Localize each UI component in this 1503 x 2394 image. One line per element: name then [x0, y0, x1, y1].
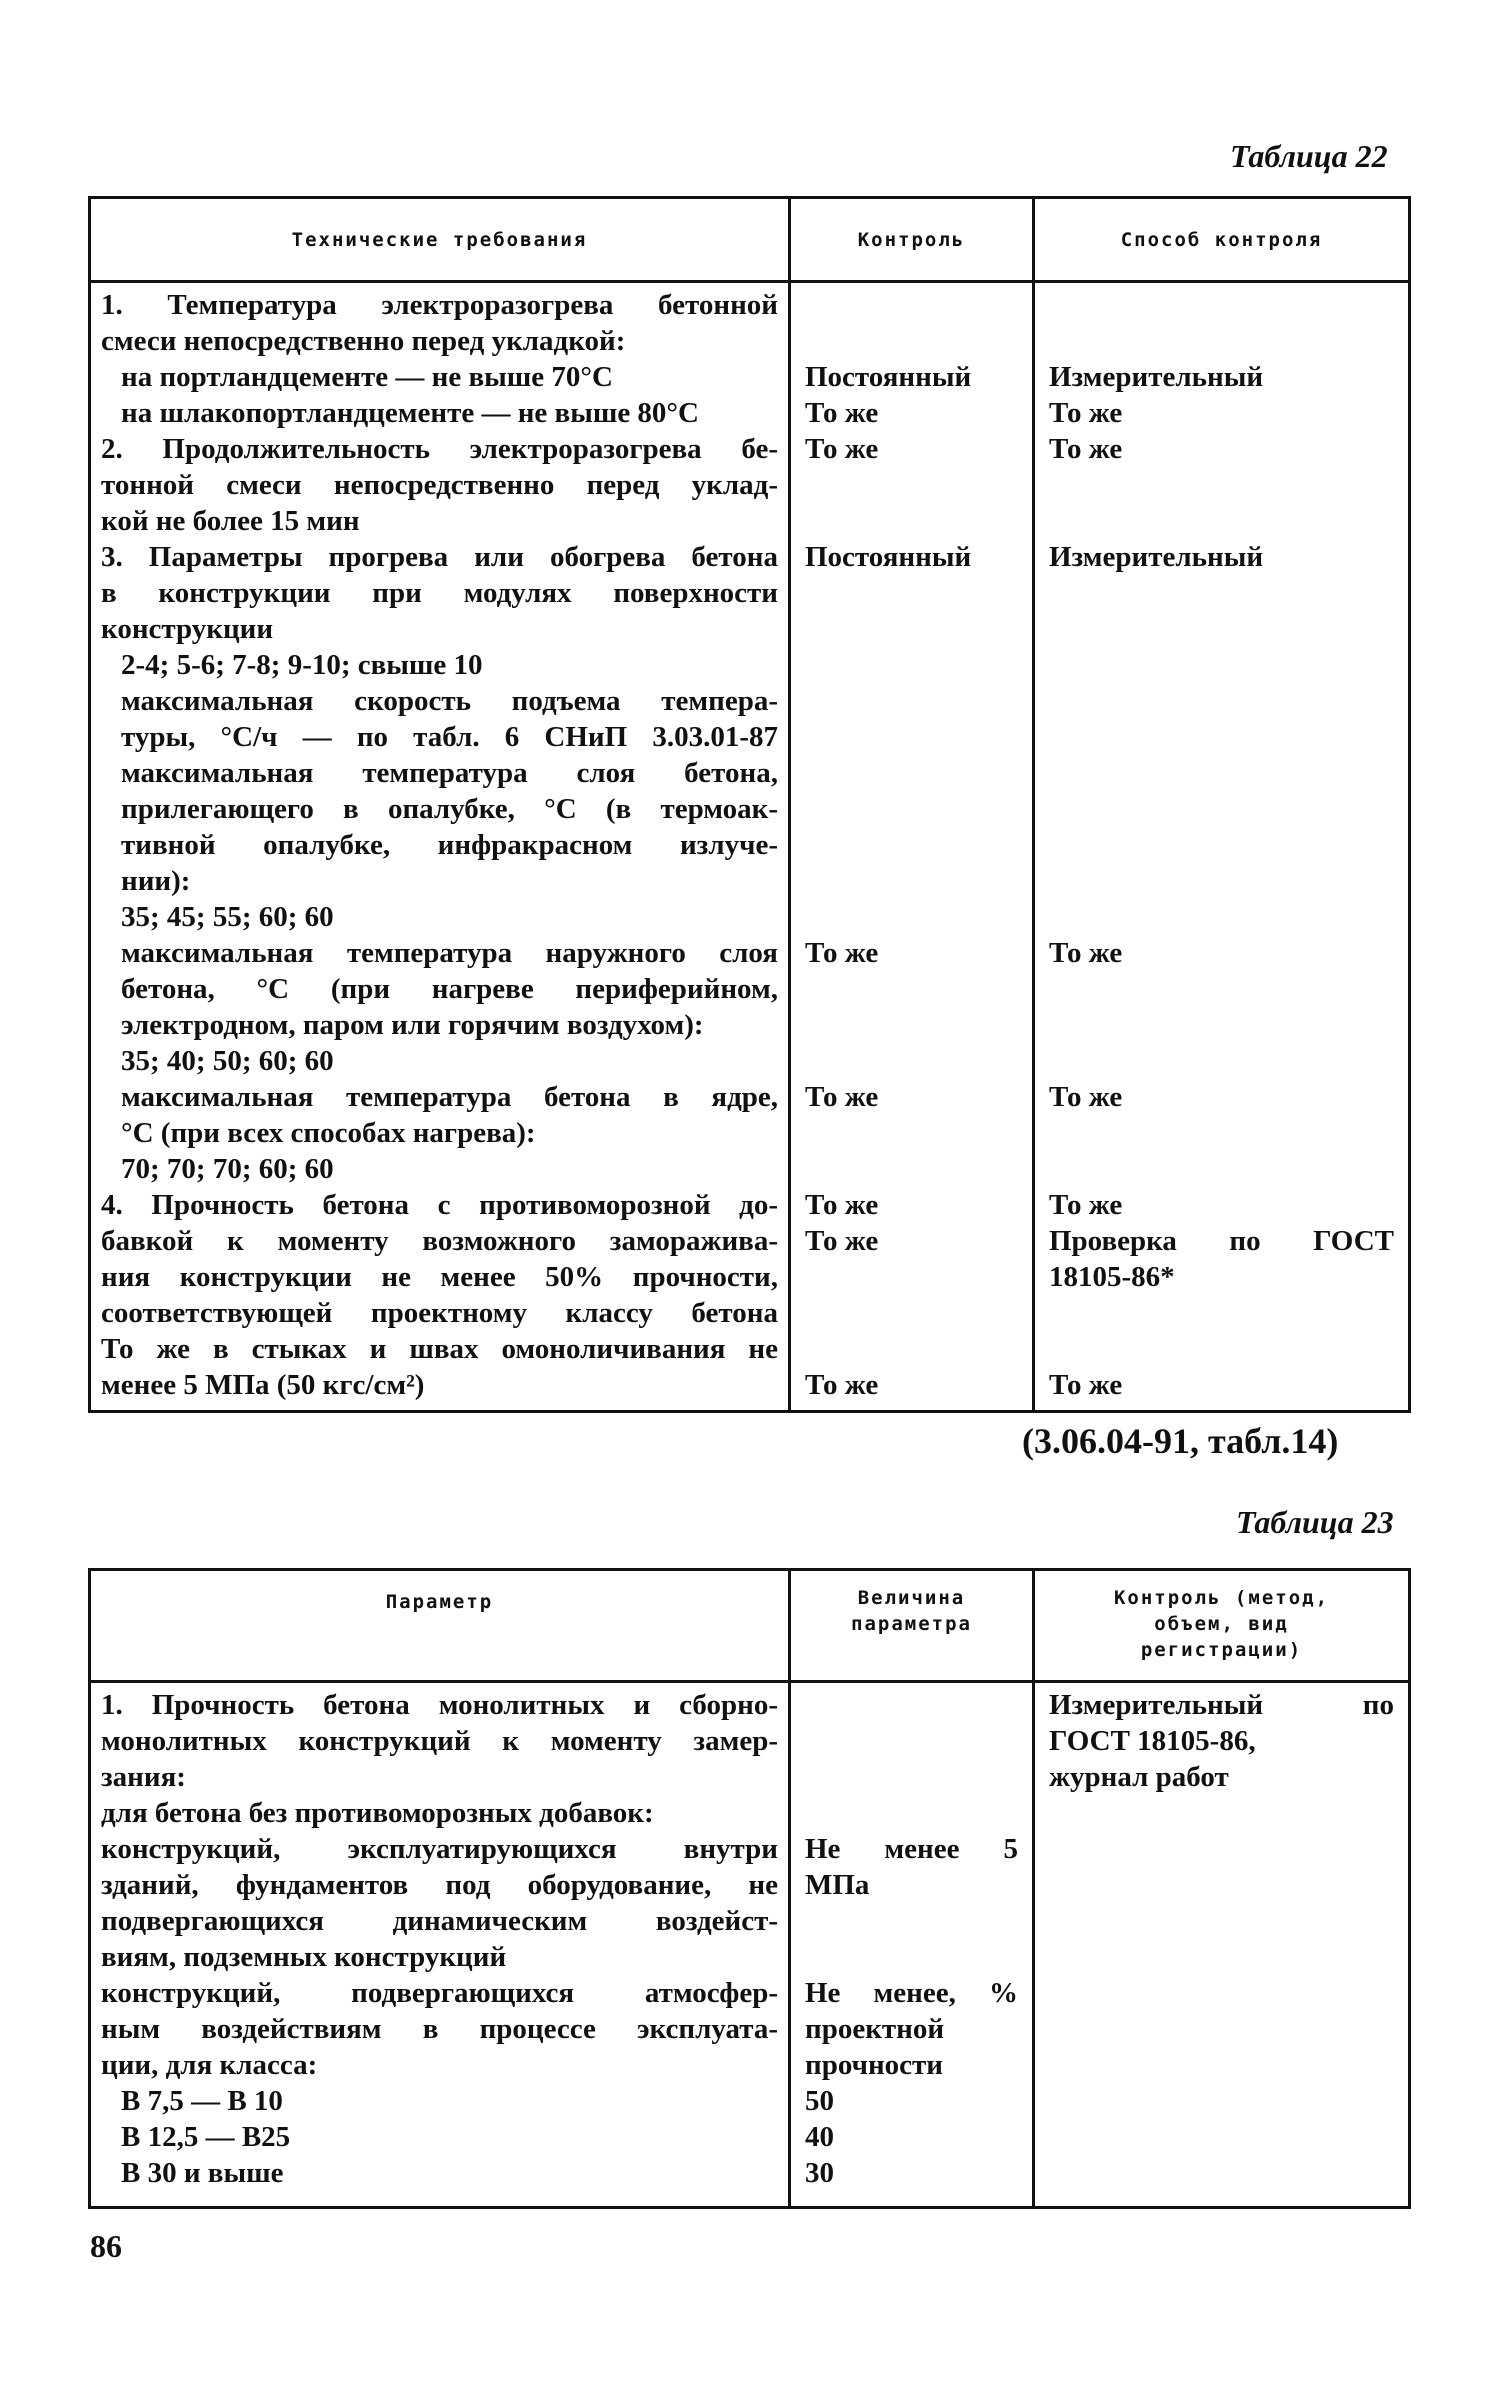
- t23-value-text: проектной: [805, 2013, 945, 2045]
- t22-control-value: То же: [805, 1369, 879, 1401]
- t23-header-control-line: Контроль (метод,: [1113, 1587, 1330, 1609]
- t22-requirements-cell: [90, 282, 790, 1412]
- t23-header-parameter: [90, 1570, 790, 1682]
- t22-req-line: туры, °С/ч — по табл. 6 СНиП 3.03.01-87: [121, 721, 778, 753]
- t22-req-line: соответствующей проектному классу бетона: [101, 1297, 778, 1329]
- t23-value-text: 30: [805, 2157, 834, 2189]
- t23-param-line: 1. Прочность бетона монолитных и сборно-: [101, 1689, 778, 1721]
- t22-req-line: бавкой к моменту возможного заморажива-: [101, 1225, 778, 1257]
- t22-req-line: конструкции: [101, 613, 274, 645]
- t22-method-value: То же: [1049, 937, 1123, 969]
- t22-header-control: Контроль: [790, 198, 1034, 282]
- t22-control-cell: [790, 282, 1034, 1412]
- t22-header-requirements: Технические требования: [90, 198, 790, 282]
- t23-value-cell: [790, 1682, 1034, 2208]
- t22-method-value: Измерительный: [1049, 541, 1264, 573]
- table-23-caption: Таблица 23: [1236, 1504, 1394, 1540]
- t22-method-value: То же: [1049, 1189, 1123, 1221]
- t22-req-line: смеси непосредственно перед укладкой:: [101, 325, 626, 357]
- t23-header-value-line: параметра: [851, 1613, 972, 1635]
- t22-req-line: максимальная температура наружного слоя: [121, 937, 778, 969]
- t22-req-line: 4. Прочность бетона с противоморозной до-: [101, 1189, 778, 1221]
- t23-param-line: конструкций, эксплуатирующихся внутри: [101, 1833, 778, 1865]
- t22-req-line: менее 5 МПа (50 кгс/см²): [101, 1369, 425, 1401]
- t22-req-line: бетона, °С (при нагреве периферийном,: [121, 973, 778, 1005]
- t22-req-line: максимальная температура слоя бетона,: [121, 757, 778, 789]
- t23-param-line: подвергающихся динамическим воздейст-: [101, 1905, 778, 1937]
- t22-control-value: То же: [805, 1189, 879, 1221]
- t22-method-value: То же: [1049, 1081, 1123, 1113]
- t22-req-line: на шлакопортландцементе — не выше 80°С: [121, 397, 699, 429]
- t22-req-line: 35; 40; 50; 60; 60: [121, 1045, 334, 1077]
- t22-req-line: 70; 70; 70; 60; 60: [121, 1153, 334, 1185]
- t22-method-cell: [1034, 282, 1410, 1412]
- t22-req-line: ния конструкции не менее 50% прочности,: [101, 1261, 778, 1293]
- t23-header-value: [790, 1570, 1034, 1682]
- t23-header-control-line: регистрации): [1140, 1639, 1303, 1661]
- t22-req-line: 3. Параметры прогрева или обогрева бетона: [101, 541, 778, 573]
- t23-header-control: [1034, 1570, 1410, 1682]
- t23-param-line: зданий, фундаментов под оборудование, не: [101, 1869, 778, 1901]
- t22-control-value: То же: [805, 1225, 879, 1257]
- t22-method-value: То же: [1049, 1369, 1123, 1401]
- t22-control-value: То же: [805, 937, 879, 969]
- t22-req-line: тонной смеси непосредственно перед уклад-: [101, 469, 778, 501]
- table-22-caption: Таблица 22: [1230, 138, 1388, 174]
- t22-method-value: То же: [1049, 397, 1123, 429]
- t23-control-text: ГОСТ 18105-86,: [1049, 1725, 1256, 1757]
- t23-control-cell: [1034, 1682, 1410, 2208]
- t23-control-text: Измерительный по: [1049, 1689, 1394, 1721]
- page-number: 86: [90, 2228, 122, 2264]
- t23-control-text: журнал работ: [1049, 1761, 1229, 1793]
- t22-req-line: кой не более 15 мин: [101, 505, 360, 537]
- t22-method-value: 18105-86*: [1049, 1261, 1175, 1293]
- t23-param-line: ции, для класса:: [101, 2049, 318, 2081]
- t22-req-line: 35; 45; 55; 60; 60: [121, 901, 334, 933]
- t23-value-text: МПа: [805, 1869, 870, 1901]
- t22-method-value: Измерительный: [1049, 361, 1264, 393]
- t22-req-line: тивной опалубке, инфракрасном излуче-: [121, 829, 778, 861]
- t22-method-value: Проверка по ГОСТ: [1049, 1225, 1394, 1257]
- t23-param-line: ным воздействиям в процессе эксплуата-: [101, 2013, 778, 2045]
- t22-req-line: нии):: [121, 865, 191, 897]
- t23-parameter-cell: [90, 1682, 790, 2208]
- t23-param-line: для бетона без противоморозных добавок:: [101, 1797, 654, 1829]
- t22-req-line: максимальная скорость подъема темпера-: [121, 685, 778, 717]
- t22-req-line: на портландцементе — не выше 70°С: [121, 361, 613, 393]
- t22-control-value: Постоянный: [805, 541, 972, 573]
- t22-req-line: 2-4; 5-6; 7-8; 9-10; свыше 10: [121, 649, 483, 681]
- t22-control-value: То же: [805, 1081, 879, 1113]
- t23-param-line: виям, подземных конструкций: [101, 1941, 507, 1973]
- t23-value-text: Не менее 5: [805, 1833, 1018, 1865]
- t23-param-line: В 30 и выше: [121, 2157, 284, 2189]
- t23-param-line: зания:: [101, 1761, 186, 1793]
- t22-req-line: 2. Продолжительность электроразогрева бе-: [101, 433, 778, 465]
- t22-req-line: °С (при всех способах нагрева):: [121, 1117, 536, 1149]
- t23-header-control-line: объем, вид: [1154, 1613, 1289, 1635]
- t23-param-line: монолитных конструкций к моменту замер-: [101, 1725, 778, 1757]
- t23-header-parameter-text: Параметр: [385, 1591, 494, 1613]
- t23-value-text: 50: [805, 2085, 834, 2117]
- t22-control-value: То же: [805, 433, 879, 465]
- t22-method-value: То же: [1049, 433, 1123, 465]
- t23-param-line: В 12,5 — В25: [121, 2121, 291, 2153]
- t23-param-line: конструкций, подвергающихся атмосфер-: [101, 1977, 778, 2009]
- table-23: [88, 1568, 1411, 2209]
- t22-req-line: 1. Температура электроразогрева бетонной: [101, 289, 778, 321]
- t23-value-text: 40: [805, 2121, 834, 2153]
- t22-req-line: То же в стыках и швах омоноличивания не: [101, 1333, 778, 1365]
- t22-control-value: То же: [805, 397, 879, 429]
- t23-param-line: В 7,5 — В 10: [121, 2085, 283, 2117]
- t23-header-value-line: Величина: [857, 1587, 966, 1609]
- t23-value-text: Не менее, %: [805, 1977, 1018, 2009]
- table-22: [88, 196, 1411, 1413]
- t22-header-method: Способ контроля: [1034, 198, 1410, 282]
- t22-req-line: максимальная температура бетона в ядре,: [121, 1081, 778, 1113]
- t22-req-line: в конструкции при модулях поверхности: [101, 577, 778, 609]
- t22-req-line: прилегающего в опалубке, °С (в термоак-: [121, 793, 778, 825]
- t23-value-text: прочности: [805, 2049, 943, 2081]
- table-22-source: (3.06.04-91, табл.14): [1022, 1421, 1339, 1461]
- t22-req-line: электродном, паром или горячим воздухом):: [121, 1009, 704, 1041]
- t22-control-value: Постоянный: [805, 361, 972, 393]
